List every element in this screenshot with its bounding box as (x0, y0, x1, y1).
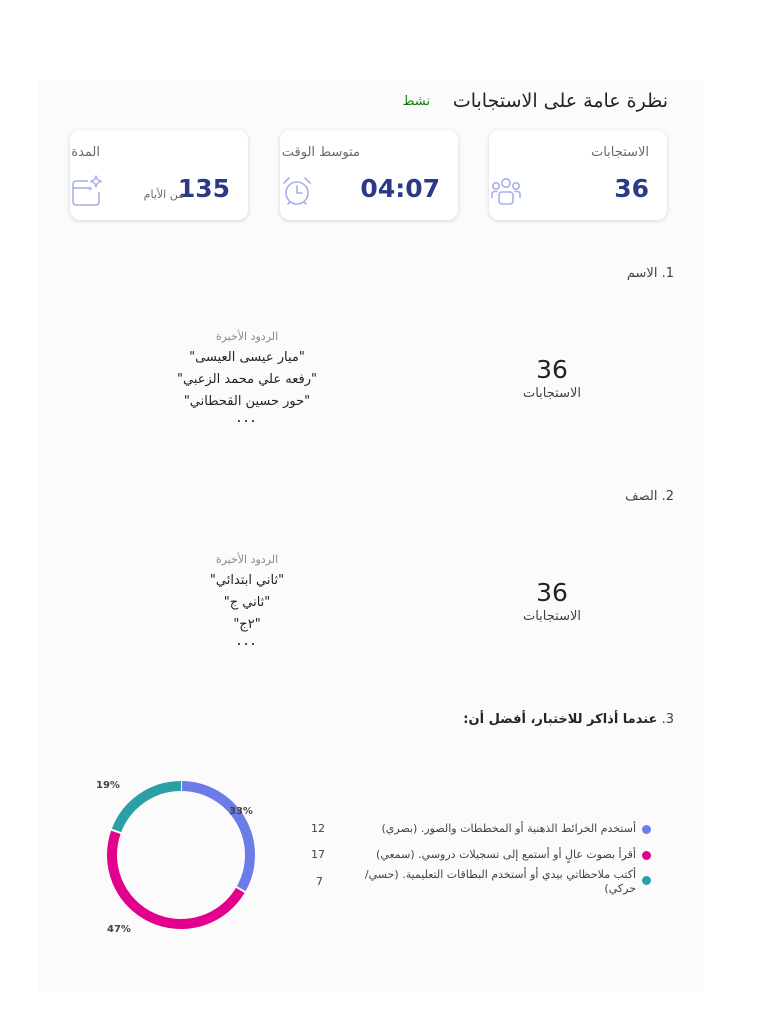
people-icon (489, 174, 523, 208)
question-2-title: 2. الصف (625, 489, 674, 504)
avg-time-card-label: متوسط الوقت (281, 145, 360, 160)
slice-percent-label: 33% (229, 806, 253, 817)
option-count: 12 (311, 822, 325, 835)
question-1-count-label: الاستجابات (522, 386, 581, 401)
legend-dot-icon (642, 825, 651, 834)
alarm-clock-icon (280, 174, 314, 208)
recent-response: "حور حسين القحطاني" (183, 394, 311, 409)
donut-slice-0[interactable] (181, 786, 250, 890)
legend-item-visual[interactable]: أستخدم الخرائط الذهنية أو المخططات والصور. (بصري) (356, 822, 651, 836)
recent-response: "ثاني ج" (223, 595, 271, 610)
question-2-recent-list (127, 570, 367, 649)
question-1-title: 1. الاسم (626, 266, 674, 281)
question-3-title: 3. عندما أذاكر للاختبار، أفضل أن: (463, 712, 674, 727)
legend-item-auditory[interactable]: أقرأ بصوت عالٍ أو أستمع إلى تسجيلات دروسي. (سمعي) (356, 848, 651, 862)
question-2-count-label: الاستجابات (522, 609, 581, 624)
page-title: نظرة عامة على الاستجابات (452, 90, 668, 112)
slice-percent-label: 47% (107, 924, 131, 935)
recent-response: "٢ج" (233, 617, 261, 632)
duration-card-value: 135 (177, 174, 230, 203)
responses-card (489, 130, 667, 220)
duration-card-unit: من الأيام (143, 188, 184, 201)
more-responses-button[interactable]: ... (236, 630, 258, 649)
responses-donut-chart (90, 770, 280, 940)
question-1-recent-title: الردود الأخيرة (215, 330, 279, 343)
question-2-count: 36 (536, 578, 568, 607)
legend-dot-icon (642, 876, 651, 885)
question-1-count: 36 (536, 355, 568, 384)
slice-percent-label: 19% (96, 780, 120, 791)
option-count: 7 (316, 875, 323, 888)
question-2-recent-title: الردود الأخيرة (215, 553, 279, 566)
donut-slice-1[interactable] (112, 831, 241, 924)
duration-card-label: المدة (71, 145, 100, 160)
legend-dot-icon (642, 851, 651, 860)
question-1-recent-list (127, 347, 367, 426)
responses-card-label: الاستجابات (590, 145, 649, 160)
legend-item-kinesthetic[interactable]: أكتب ملاحظاتي بيدي أو أستخدم البطاقات التعليمية. (حسي/حركي) (356, 868, 651, 896)
responses-card-value: 36 (614, 174, 649, 203)
more-responses-button[interactable]: ... (236, 407, 258, 426)
donut-slice-2[interactable] (116, 786, 181, 831)
calendar-sparkle-icon (70, 174, 104, 208)
avg-time-card-value: 04:07 (360, 174, 440, 203)
duration-card (70, 130, 248, 220)
avg-time-card (280, 130, 458, 220)
recent-response: "رفعه علي محمد الزعبي" (177, 372, 317, 387)
option-count: 17 (311, 848, 325, 861)
status-badge: نشط (402, 94, 430, 109)
recent-response: "ثاني ابتدائي" (209, 573, 285, 588)
recent-response: "ميار عيسى العيسى" (189, 350, 305, 365)
